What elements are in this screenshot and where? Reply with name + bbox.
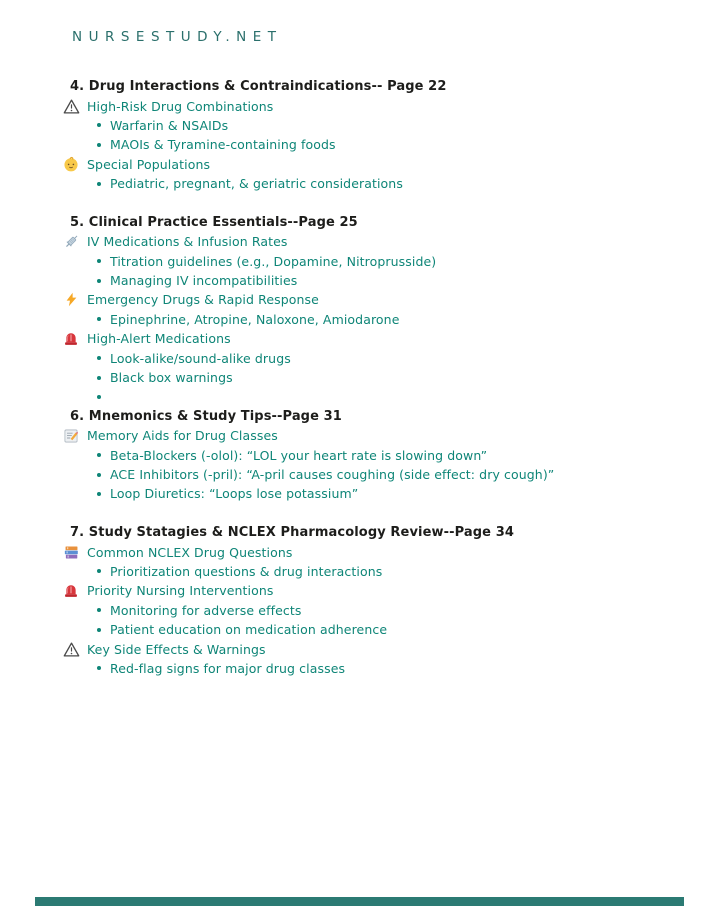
bullet-item xyxy=(97,271,713,290)
topic-label: High-Alert Medications xyxy=(87,331,231,347)
section xyxy=(0,77,713,193)
section-heading: 4. Drug Interactions & Contraindications-- Page 22 xyxy=(70,79,447,95)
topic-row xyxy=(62,542,713,561)
books-icon xyxy=(62,543,80,561)
bullet-dot xyxy=(97,608,101,612)
topic-row xyxy=(62,329,713,348)
siren-icon xyxy=(62,582,80,600)
bullet-text: Warfarin & NSAIDs xyxy=(110,117,229,133)
section xyxy=(0,407,713,504)
lightning-icon xyxy=(62,291,80,309)
bullet-dot xyxy=(97,279,101,283)
bullet-dot xyxy=(97,666,101,670)
bullet-dot xyxy=(97,123,101,127)
bullet-dot xyxy=(97,453,101,457)
bullet-item xyxy=(97,562,713,581)
bullet-item xyxy=(97,116,713,135)
bullet-text: ACE Inhibitors (-pril): “A-pril causes coughing (side effect: dry cough)” xyxy=(110,467,555,482)
section-heading: 7. Study Statagies & NCLEX Pharmacology Review--Page 34 xyxy=(70,525,515,541)
bullet-dot xyxy=(97,259,101,263)
bullet-text: Managing IV incompatibilities xyxy=(110,273,298,289)
topic-row xyxy=(62,96,713,115)
bullet-item xyxy=(97,601,713,620)
bullet-text: Red-flag signs for major drug classes xyxy=(110,660,346,676)
bullet-item xyxy=(97,620,713,639)
bullet-item xyxy=(97,484,713,503)
bullet-item xyxy=(97,445,713,464)
bullet-text: Monitoring for adverse effects xyxy=(110,602,302,618)
topic-row xyxy=(62,581,713,600)
siren-icon xyxy=(62,330,80,348)
bullet-text: Prioritization questions & drug interactions xyxy=(110,563,383,579)
bullet-text: Black box warnings xyxy=(110,370,233,386)
bullet-dot xyxy=(97,182,101,186)
section xyxy=(0,523,713,678)
content xyxy=(0,77,713,678)
warning-icon xyxy=(62,97,80,115)
bullet-dot xyxy=(97,356,101,360)
bullet-dot xyxy=(97,143,101,147)
bullet-item xyxy=(97,348,713,367)
bullet-item xyxy=(97,174,713,193)
memo-icon xyxy=(62,427,80,445)
section-heading: 5. Clinical Practice Essentials--Page 25 xyxy=(70,214,358,230)
topic-label: High-Risk Drug Combinations xyxy=(87,98,274,114)
bullet-text: Loop Diuretics: “Loops lose potassium” xyxy=(110,486,359,502)
topic-label: Priority Nursing Interventions xyxy=(87,583,274,599)
bullet-item xyxy=(97,659,713,678)
topic-row xyxy=(62,232,713,251)
warning-icon xyxy=(62,640,80,658)
topic-label: Memory Aids for Drug Classes xyxy=(87,428,278,444)
baby-icon xyxy=(62,155,80,173)
bullet-dot xyxy=(97,628,101,632)
topic-label: Key Side Effects & Warnings xyxy=(87,641,266,657)
section-heading: 6. Mnemonics & Study Tips--Page 31 xyxy=(70,408,342,424)
topic-row xyxy=(62,639,713,658)
bullet-item xyxy=(97,135,713,154)
topic-label: Emergency Drugs & Rapid Response xyxy=(87,292,319,308)
bullet-dot xyxy=(97,395,101,399)
bullet-text: Patient education on medication adherence xyxy=(110,622,388,638)
bullet-text: Epinephrine, Atropine, Naloxone, Amiodarone xyxy=(110,311,400,327)
bullet-dot xyxy=(97,376,101,380)
bullet-item xyxy=(97,465,713,484)
bullet-dot xyxy=(97,473,101,477)
topic-label: Common NCLEX Drug Questions xyxy=(87,544,293,560)
topic-row xyxy=(62,155,713,174)
bullet-dot xyxy=(97,492,101,496)
topic-row xyxy=(62,290,713,309)
bullet-item xyxy=(97,387,713,406)
footer-accent-bar xyxy=(35,897,684,906)
bullet-text: Look-alike/sound-alike drugs xyxy=(110,350,291,366)
bullet-text: Titration guidelines (e.g., Dopamine, Nitroprusside) xyxy=(110,253,437,269)
topic-row xyxy=(62,426,713,445)
bullet-text: MAOIs & Tyramine-containing foods xyxy=(110,137,336,153)
bullet-text: Beta-Blockers (-olol): “LOL your heart rate is slowing down” xyxy=(110,447,488,463)
bullet-text: Pediatric, pregnant, & geriatric considerations xyxy=(110,176,403,192)
bullet-dot xyxy=(97,317,101,321)
section xyxy=(0,213,713,407)
site-wordmark: NURSESTUDY.NET xyxy=(72,29,283,45)
bullet-item xyxy=(97,368,713,387)
bullet-item xyxy=(97,252,713,271)
topic-label: Special Populations xyxy=(87,156,211,172)
bullet-dot xyxy=(97,569,101,573)
topic-label: IV Medications & Infusion Rates xyxy=(87,234,288,250)
bullet-item xyxy=(97,310,713,329)
syringe-icon xyxy=(62,233,80,251)
